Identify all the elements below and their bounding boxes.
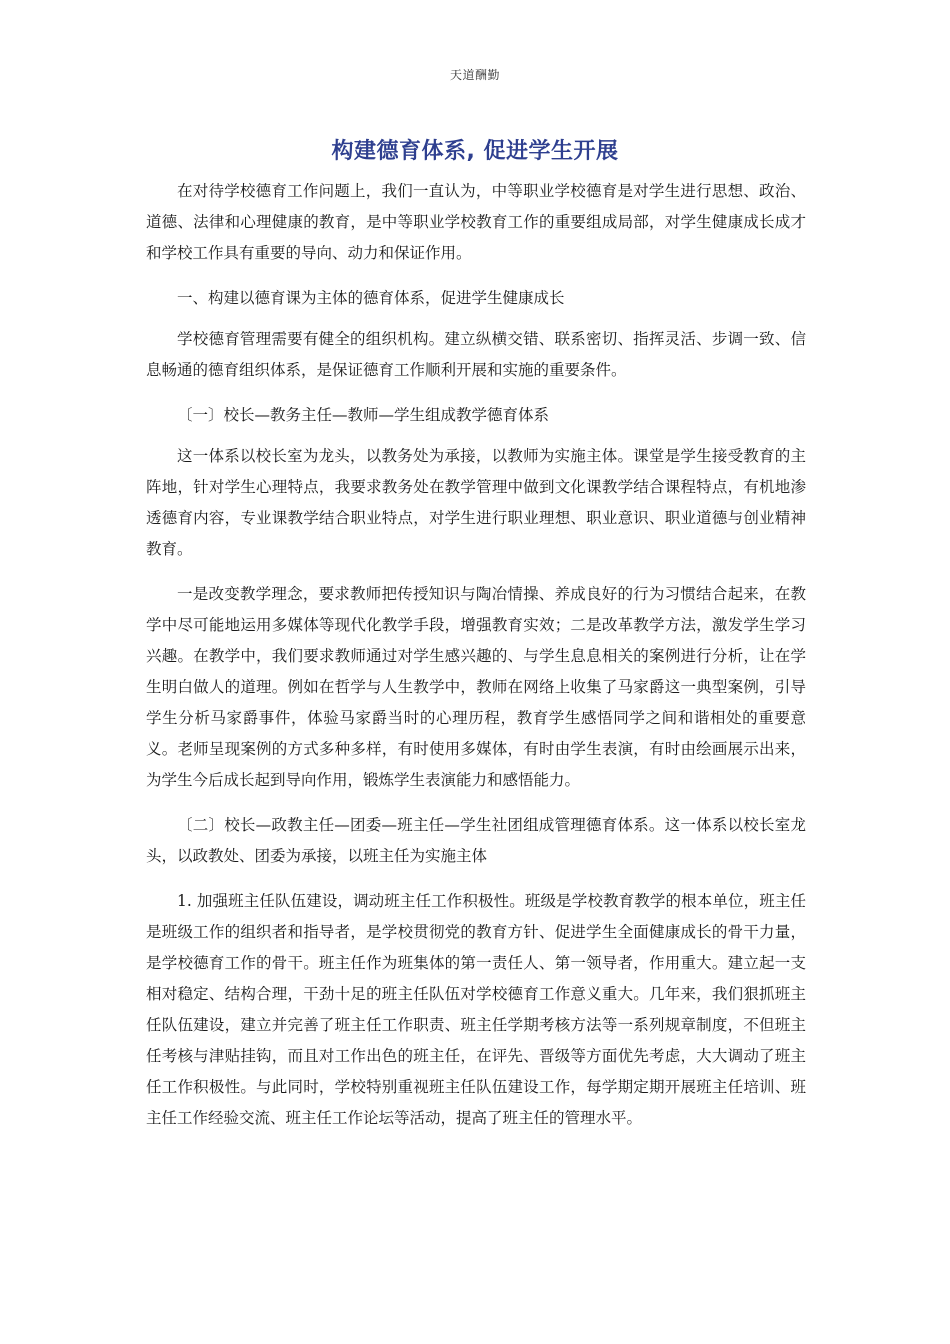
paragraph-intro: 在对待学校德育工作问题上，我们一直认为，中等职业学校德育是对学生进行思想、政治、道德、法律和心理健康的教育，是中等职业学校教育工作的重要组成局部，对学生健康成长成才和学校工作具有重要的导向、动力和保证作用。: [146, 182, 806, 262]
paragraph-class-teachers: 1. 加强班主任队伍建设，调动班主任工作积极性。班级是学校教育教学的根本单位，班主任是班级工作的组织者和指导者，是学校贯彻党的教育方针、促进学生全面健康成长的骨干力量，是学校德育工作的骨干。班主任作为班集体的第一责任人、第一领导者，作用重大。建立起一支相对稳定、结构合理，干劲十足的班主任队伍对学校德育工作意义重大。几年来，我们狠抓班主任队伍建设，建立并完善了班主任工作职责、班主任学期考核方法等一系列规章制度，不但班主任考核与津贴挂钩，而且对工作出色的班主任，在评先、晋级等方面优先考虑，大大调动了班主任工作积极性。与此同时，学校特别重视班主任队伍建设工作，每学期定期开展班主任培训、班主任工作经验交流、班主任工作论坛等活动，提高了班主任的管理水平。: [146, 892, 806, 1127]
subsection-heading-1: 〔一〕校长—教务主任—教师—学生组成教学德育体系: [177, 406, 550, 424]
document-body: [146, 176, 806, 1148]
document-title: 构建德育体系, 促进学生开展: [331, 139, 619, 164]
paragraph-teaching-methods: 一是改变教学理念，要求教师把传授知识与陶冶情操、养成良好的行为习惯结合起来，在教学中尽可能地运用多媒体等现代化教学手段，增强教育实效；二是改革教学方法，激发学生学习兴趣。在教学中，我们要求教师通过对学生感兴趣的、与学生息息相关的案例进行分析，让在学生明白做人的道理。例如在哲学与人生教学中，教师在网络上收集了马家爵这一典型案例，引导学生分析马家爵事件，体验马家爵当时的心理历程，教育学生感悟同学之间和谐相处的重要意义。老师呈现案例的方式多种多样，有时使用多媒体，有时由学生表演，有时由绘画展示出来，为学生今后成长起到导向作用，锻炼学生表演能力和感悟能力。: [146, 585, 806, 789]
paragraph-teaching-system: 这一体系以校长室为龙头，以教务处为承接，以教师为实施主体。课堂是学生接受教育的主阵地，针对学生心理特点，我要求教务处在教学管理中做到文化课教学结合课程特点，有机地渗透德育内容，专业课教学结合职业特点，对学生进行职业理想、职业意识、职业道德与创业精神教育。: [146, 447, 806, 558]
section-heading-1: 一、构建以德育课为主体的德育体系，促进学生健康成长: [177, 289, 565, 307]
page-header: 天道酬勤: [449, 68, 500, 82]
subsection-heading-2: 〔二〕校长—政教主任—团委—班主任—学生社团组成管理德育体系。这一体系以校长室龙头，以政教处、团委为承接，以班主任为实施主体: [146, 816, 806, 865]
paragraph-organization: 学校德育管理需要有健全的组织机构。建立纵横交错、联系密切、指挥灵活、步调一致、信息畅通的德育组织体系，是保证德育工作顺利开展和实施的重要条件。: [146, 330, 806, 379]
